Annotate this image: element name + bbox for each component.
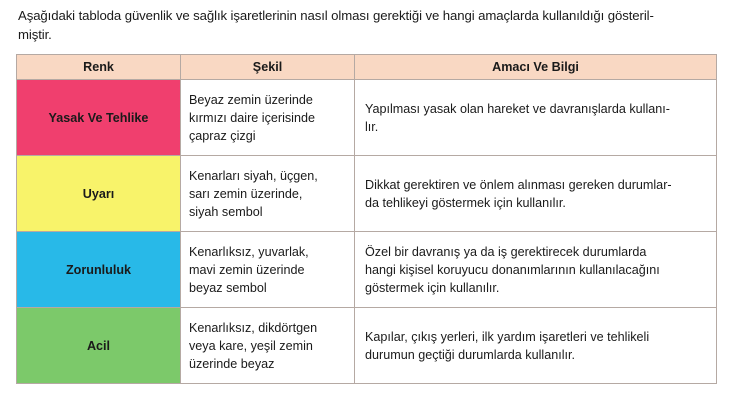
color-cell-mandatory: Zorunluluk [17, 232, 181, 308]
shape-cell-mandatory [181, 232, 355, 308]
purpose-line: Özel bir davranış ya da iş gerektirecek durumlarda [365, 244, 647, 259]
purpose-line: göstermek için kullanılır. [365, 280, 500, 295]
shape-cell-emergency [181, 308, 355, 384]
shape-line: mavi zemin üzerinde [189, 262, 305, 277]
table-row-warning [17, 156, 717, 232]
shape-line: Kenarlıksız, yuvarlak, [189, 244, 309, 259]
intro-text [18, 6, 718, 44]
safety-signs-table [16, 54, 717, 384]
shape-line: siyah sembol [189, 204, 263, 219]
purpose-cell-warning [355, 156, 717, 232]
shape-line: Beyaz zemin üzerinde [189, 92, 313, 107]
purpose-line: Yapılması yasak olan hareket ve davranışlarda kullanı- [365, 101, 670, 116]
purpose-line: durumun geçtiği durumlarda kullanılır. [365, 347, 576, 362]
color-cell-warning: Uyarı [17, 156, 181, 232]
color-cell-prohibition: Yasak Ve Tehlike [17, 80, 181, 156]
shape-line: kırmızı daire içerisinde [189, 110, 315, 125]
shape-cell-warning [181, 156, 355, 232]
purpose-line: hangi kişisel koruyucu donanımlarının kullanılacağını [365, 262, 660, 277]
shape-line: veya kare, yeşil zemin [189, 338, 313, 353]
shape-line: sarı zemin üzerinde, [189, 186, 303, 201]
shape-line: üzerinde beyaz [189, 356, 275, 371]
shape-line: beyaz sembol [189, 280, 267, 295]
purpose-cell-emergency [355, 308, 717, 384]
table-row-mandatory [17, 232, 717, 308]
purpose-line: Dikkat gerektiren ve önlem alınması gereken durumlar- [365, 177, 672, 192]
purpose-line: lır. [365, 119, 379, 134]
shape-line: Kenarlıksız, dikdörtgen [189, 320, 318, 335]
purpose-cell-prohibition [355, 80, 717, 156]
table-row-emergency [17, 308, 717, 384]
shape-line: Kenarları siyah, üçgen, [189, 168, 318, 183]
table-header-row [17, 55, 717, 80]
header-color: Renk [17, 55, 181, 80]
color-cell-emergency: Acil [17, 308, 181, 384]
table-row-prohibition [17, 80, 717, 156]
purpose-cell-mandatory [355, 232, 717, 308]
purpose-line: da tehlikeyi göstermek için kullanılır. [365, 195, 566, 210]
purpose-line: Kapılar, çıkış yerleri, ilk yardım işaretleri ve tehlikeli [365, 329, 650, 344]
shape-cell-prohibition [181, 80, 355, 156]
intro-line-2: miştir. [18, 27, 52, 42]
intro-line-1: Aşağıdaki tabloda güvenlik ve sağlık işaretlerinin nasıl olması gerektiği ve hangi amaçlarda kullanıldığı gösteril- [18, 8, 654, 23]
header-shape: Şekil [181, 55, 355, 80]
header-purpose: Amacı Ve Bilgi [355, 55, 717, 80]
shape-line: çapraz çizgi [189, 128, 256, 143]
